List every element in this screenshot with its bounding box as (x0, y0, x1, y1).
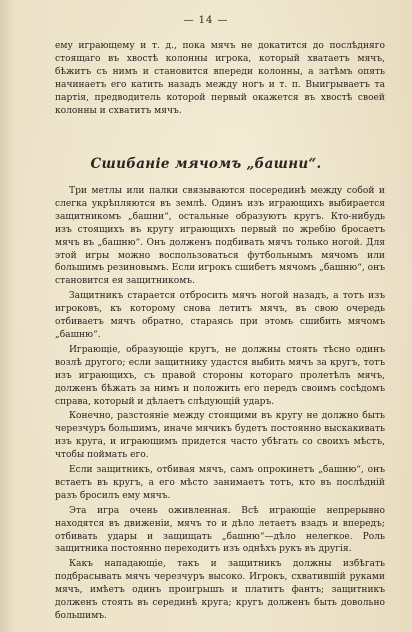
paragraph: Играющіе, образующіе кругъ, не должны стоять тѣсно одинъ возлѣ другого; если защитнику удастся выбить мячъ за кругъ, тотъ изъ играющихъ, съ правой стороны котораго пролетѣлъ мячъ, долженъ бѣжать за нимъ и положить его передъ своимъ сосѣдомъ справа, который и дѣлаетъ слѣдующій ударъ. (55, 344, 385, 407)
paragraph: Какъ нападающіе, такъ и защитникъ должны избѣгать подбрасывать мячъ черезчуръ высоко. Игрокъ, схватившій руками мячъ, имѣетъ одинъ проигрышъ и платитъ фантъ; защитникъ долженъ стоять въ серединѣ круга; кругъ долженъ быть довольно большимъ. (55, 559, 385, 621)
paragraph: Конечно, разстояніе между стоящими въ кругу не должно быть черезчуръ большимъ, иначе мячикъ будетъ постоянно выскакивать изъ круга, и играющимъ придется часто убѣгать со своихъ мѣстъ, чтобы поймать его. (55, 411, 385, 461)
paragraph: Три метлы или палки связываются посерединѣ между собой и слегка укрѣпляются въ землѣ. Одинъ изъ играющихъ выбирается защитникомъ „башни“, остальные образуютъ кругъ. Кто-нибудь изъ стоящихъ въ кругу играющихъ первый по жребію бросаетъ мячъ въ „башню“. Онъ долженъ подбивать мячъ только ногой. Для этой игры можно воспользоваться футбольнымъ мячомъ или большимъ резиновымъ. Если игрокъ сшибетъ мячомъ „башню“, онъ становится ея защитникомъ. (55, 186, 385, 287)
paragraph: Если защитникъ, отбивая мячъ, самъ опрокинетъ „башню“, онъ встаетъ въ кругъ, а его мѣсто занимаетъ тотъ, кто въ послѣдній разъ бросилъ ему мячъ. (55, 465, 385, 501)
paragraph: Эта игра очень оживленная. Всѣ играющіе непрерывно находятся въ движеніи, мячъ то и дѣло летаетъ взадъ и впередъ; отбивать удары и защищать „башню“—дѣло нелегкое. Роль защитника постоянно переходитъ изъ однѣхъ рукъ въ другія. (55, 505, 385, 555)
paragraph: ему играющему и т. д., пока мячъ не докатится до послѣдняго стоящаго въ хвостѣ колонны игрока, который хватаетъ мячъ, бѣжитъ съ нимъ и становится впереди колонны, а затѣмъ опять начинаетъ его катить назадъ между ногъ и т. п. Выигрываетъ та партія, предводитель которой первый окажется въ хвостѣ своей колонны и схватитъ мячъ. (55, 41, 385, 116)
continued-text-block (55, 40, 385, 117)
paragraph: Защитникъ старается отбросить мячъ ногой назадъ, а тотъ изъ игроковъ, къ которому снова летитъ мячъ, въ свою очередь отбиваетъ мячъ обратно, стараясь при этомъ сшибить мячомъ „башню“. (55, 291, 385, 340)
section-title: Сшибаніе мячомъ „башни“. (90, 156, 322, 172)
section-body (55, 185, 385, 623)
page-number: — 14 — (183, 15, 229, 26)
